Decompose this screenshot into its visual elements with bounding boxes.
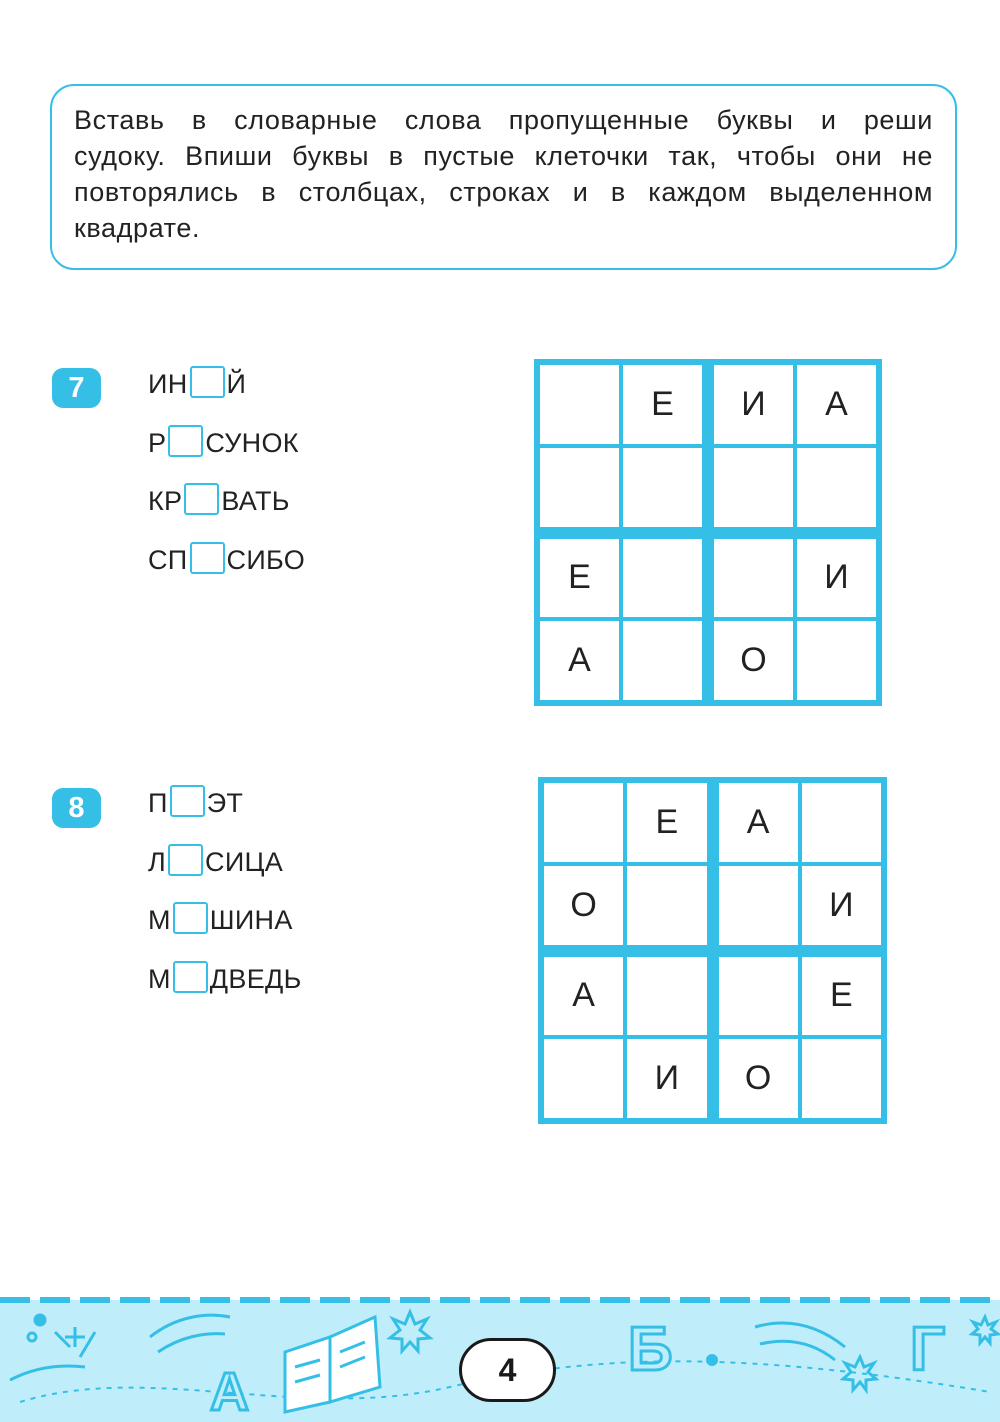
sudoku-given-cell: О: [544, 866, 623, 945]
missing-letter-box[interactable]: [190, 542, 225, 574]
sudoku-given-cell: А: [797, 365, 876, 444]
sudoku-given-cell: А: [544, 957, 623, 1036]
word-suffix: Й: [226, 369, 247, 399]
missing-letter-box[interactable]: [168, 425, 203, 457]
grid-block-separator: [627, 949, 706, 953]
grid-block-separator: [544, 949, 623, 953]
grid-block-separator: [623, 531, 702, 535]
word-item: [148, 784, 302, 843]
word-list: [148, 784, 302, 1018]
word-item: [148, 482, 305, 541]
sudoku-empty-cell[interactable]: [797, 448, 876, 527]
instruction-box: [50, 84, 957, 270]
letter-g-doodle-icon: [910, 1315, 945, 1384]
sudoku-empty-cell[interactable]: [714, 539, 793, 618]
word-suffix: СИЦА: [205, 846, 284, 877]
decor-letter-g: Г: [910, 1315, 946, 1384]
sudoku-grid: [534, 359, 882, 706]
sudoku-given-cell: Е: [540, 539, 619, 618]
word-suffix: ВАТЬ: [221, 486, 290, 516]
sudoku-empty-cell[interactable]: [623, 448, 702, 527]
grid-block-separator: [719, 949, 798, 953]
missing-letter-box[interactable]: [190, 366, 225, 398]
grid-block-separator: [706, 539, 710, 618]
sudoku-given-cell: А: [540, 621, 619, 700]
sudoku-empty-cell[interactable]: [719, 957, 798, 1036]
sudoku-given-cell: Е: [623, 365, 702, 444]
sudoku-given-cell: И: [797, 539, 876, 618]
word-prefix: П: [148, 788, 168, 818]
word-item: [148, 424, 305, 483]
page-number: 4: [459, 1338, 556, 1402]
word-item: [148, 365, 305, 424]
grid-block-separator: [711, 1039, 715, 1118]
grid-block-separator: [706, 448, 710, 527]
letter-b-doodle-icon: [628, 1315, 673, 1384]
word-prefix: М: [148, 963, 171, 994]
grid-block-separator: [711, 783, 715, 862]
sudoku-empty-cell[interactable]: [544, 1039, 623, 1118]
sudoku-empty-cell[interactable]: [797, 621, 876, 700]
grid-block-separator: [711, 949, 715, 953]
decor-letter-b: Б: [628, 1315, 673, 1384]
sudoku-given-cell: И: [627, 1039, 706, 1118]
word-prefix: М: [148, 905, 171, 935]
missing-letter-box[interactable]: [170, 785, 205, 817]
missing-letter-box[interactable]: [173, 902, 208, 934]
task-number-badge: 8: [52, 788, 101, 828]
sudoku-empty-cell[interactable]: [623, 539, 702, 618]
grid-block-separator: [711, 957, 715, 1036]
word-list: [148, 365, 305, 599]
word-suffix: СУНОК: [205, 427, 299, 458]
sudoku-given-cell: И: [714, 365, 793, 444]
sudoku-empty-cell[interactable]: [540, 448, 619, 527]
grid-block-separator: [714, 531, 793, 535]
missing-letter-box[interactable]: [184, 483, 219, 515]
word-item: [148, 843, 302, 902]
word-item: [148, 901, 302, 960]
decor-letter-a: А: [210, 1362, 249, 1422]
grid-block-separator: [540, 531, 619, 535]
grid-block-separator: [711, 866, 715, 945]
grid-block-separator: [706, 531, 710, 535]
word-suffix: ДВЕДЬ: [209, 963, 302, 994]
sudoku-given-cell: О: [714, 621, 793, 700]
grid-block-separator: [706, 621, 710, 700]
sudoku-empty-cell[interactable]: [623, 621, 702, 700]
sudoku-empty-cell[interactable]: [627, 957, 706, 1036]
sudoku-empty-cell[interactable]: [802, 783, 881, 862]
sudoku-given-cell: Е: [627, 783, 706, 862]
sudoku-empty-cell[interactable]: [540, 365, 619, 444]
word-prefix: ИН: [148, 369, 188, 399]
missing-letter-box[interactable]: [173, 961, 208, 993]
dot-icon: [706, 1354, 718, 1366]
sudoku-given-cell: И: [802, 866, 881, 945]
sudoku-empty-cell[interactable]: [714, 448, 793, 527]
missing-letter-box[interactable]: [168, 844, 203, 876]
sudoku-given-cell: Е: [802, 957, 881, 1036]
task-number-badge: 7: [52, 368, 101, 408]
word-suffix: ЭТ: [206, 788, 244, 818]
word-prefix: Р: [148, 427, 167, 458]
grid-block-separator: [706, 365, 710, 444]
word-item: [148, 541, 305, 600]
sudoku-given-cell: А: [719, 783, 798, 862]
sudoku-cells: [540, 365, 876, 700]
word-prefix: Л: [148, 846, 167, 877]
word-item: [148, 960, 302, 1019]
letter-a-doodle-icon: [210, 1362, 249, 1422]
sudoku-empty-cell[interactable]: [544, 783, 623, 862]
word-prefix: СП: [148, 544, 188, 575]
sudoku-empty-cell[interactable]: [802, 1039, 881, 1118]
word-suffix: СИБО: [226, 544, 306, 575]
grid-block-separator: [802, 949, 881, 953]
sudoku-given-cell: О: [719, 1039, 798, 1118]
word-suffix: ШИНА: [209, 905, 293, 935]
sudoku-grid: [538, 777, 887, 1124]
grid-block-separator: [797, 531, 876, 535]
sudoku-cells: [544, 783, 881, 1118]
sudoku-empty-cell[interactable]: [719, 866, 798, 945]
sudoku-empty-cell[interactable]: [627, 866, 706, 945]
instruction-text: Вставь в словарные слова пропущенные буквы и реши судоку. Впиши буквы в пустые клеточки так, чтобы они не повторялись в столбцах, строках и в каждом выделенном квадрате.: [74, 105, 933, 243]
word-prefix: КР: [148, 486, 183, 516]
